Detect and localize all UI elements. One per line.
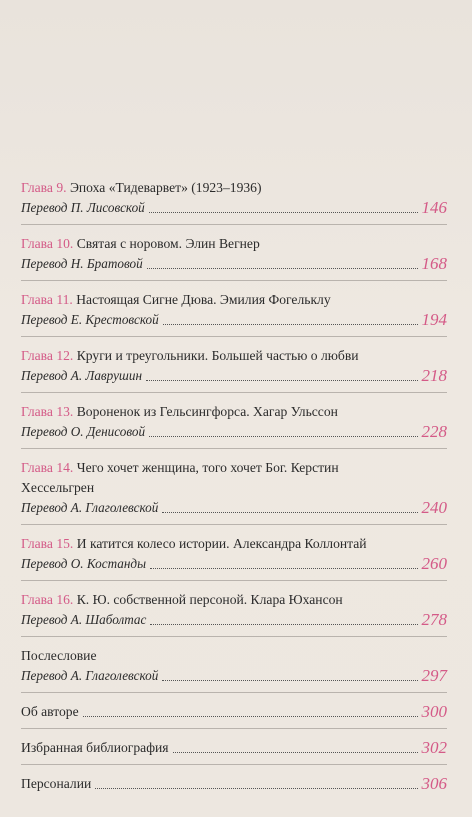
- page-number: 260: [421, 554, 447, 573]
- dot-leader: [147, 268, 418, 269]
- divider: [21, 448, 447, 449]
- chapter-title: Святая с норовом. Элин Вегнер: [76, 236, 260, 251]
- toc-entry-afterword[interactable]: [21, 646, 447, 686]
- translator: Перевод П. Лисовской: [21, 200, 145, 215]
- page-number: 300: [421, 702, 447, 721]
- dot-leader: [149, 436, 417, 437]
- page-number: 168: [421, 254, 447, 273]
- chapter-title: И катится колесо истории. Александра Коллонтай: [76, 536, 367, 551]
- page-number: 302: [421, 738, 447, 757]
- dot-leader: [150, 624, 417, 625]
- chapter-number: Глава 14.: [21, 460, 74, 475]
- divider: [21, 692, 447, 693]
- chapter-title: Настоящая Сигне Дюва. Эмилия Фогельклу: [76, 292, 331, 307]
- translator: Перевод Н. Братовой: [21, 256, 143, 271]
- chapter-title-continued: Хессельгрен: [21, 480, 95, 495]
- chapter-title: Круги и треугольники. Большей частью о любви: [76, 348, 359, 363]
- toc-entry-chapter-12[interactable]: [21, 346, 447, 386]
- page-number: 240: [421, 498, 447, 517]
- divider: [21, 580, 447, 581]
- dot-leader: [146, 380, 417, 381]
- dot-leader: [95, 788, 417, 789]
- toc-entry-chapter-13[interactable]: [21, 402, 447, 442]
- page-number: 278: [421, 610, 447, 629]
- toc-entry-chapter-15[interactable]: [21, 534, 447, 574]
- chapter-title: Эпоха «Тидеварвет» (1923–1936): [69, 180, 262, 195]
- page-number: 306: [421, 774, 447, 793]
- chapter-number: Глава 12.: [21, 348, 74, 363]
- toc-entry-chapter-16[interactable]: [21, 590, 447, 630]
- dot-leader: [163, 324, 418, 325]
- chapter-number: Глава 10.: [21, 236, 74, 251]
- page-number: 297: [421, 666, 447, 685]
- translator: Перевод О. Денисовой: [21, 424, 146, 439]
- entry-title: Избранная библиография: [21, 740, 169, 755]
- divider: [21, 764, 447, 765]
- translator: Перевод А. Глаголевской: [21, 500, 159, 515]
- dot-leader: [83, 716, 418, 717]
- dot-leader: [162, 680, 417, 681]
- divider: [21, 728, 447, 729]
- translator: Перевод А. Шаболтас: [21, 612, 147, 627]
- divider: [21, 524, 447, 525]
- chapter-title: К. Ю. собственной персоной. Клара Юхансон: [76, 592, 343, 607]
- table-of-contents: [21, 178, 447, 794]
- page-number: 146: [421, 198, 447, 217]
- dot-leader: [162, 512, 417, 513]
- chapter-number: Глава 11.: [21, 292, 73, 307]
- toc-entry-persons[interactable]: [21, 774, 447, 794]
- chapter-number: Глава 15.: [21, 536, 74, 551]
- divider: [21, 224, 447, 225]
- toc-entry-chapter-9[interactable]: [21, 178, 447, 218]
- dot-leader: [173, 752, 418, 753]
- chapter-title: Чего хочет женщина, того хочет Бог. Керстин: [76, 460, 339, 475]
- divider: [21, 336, 447, 337]
- toc-entry-chapter-14[interactable]: [21, 458, 447, 518]
- entry-title: Об авторе: [21, 704, 79, 719]
- page-number: 194: [421, 310, 447, 329]
- page-number: 228: [421, 422, 447, 441]
- divider: [21, 280, 447, 281]
- chapter-number: Глава 16.: [21, 592, 74, 607]
- translator: Перевод А. Лаврушин: [21, 368, 143, 383]
- divider: [21, 636, 447, 637]
- dot-leader: [149, 212, 418, 213]
- translator: Перевод О. Костанды: [21, 556, 147, 571]
- toc-entry-chapter-10[interactable]: [21, 234, 447, 274]
- toc-entry-about-author[interactable]: [21, 702, 447, 722]
- chapter-title: Вороненок из Гельсингфорса. Хагар Ульссон: [76, 404, 338, 419]
- translator: Перевод Е. Крестовской: [21, 312, 159, 327]
- dot-leader: [150, 568, 417, 569]
- toc-entry-chapter-11[interactable]: [21, 290, 447, 330]
- chapter-number: Глава 9.: [21, 180, 67, 195]
- entry-title: Персоналии: [21, 776, 92, 791]
- chapter-number: Глава 13.: [21, 404, 74, 419]
- divider: [21, 392, 447, 393]
- translator: Перевод А. Глаголевской: [21, 668, 159, 683]
- entry-title: Послесловие: [21, 648, 97, 663]
- toc-entry-bibliography[interactable]: [21, 738, 447, 758]
- page-number: 218: [421, 366, 447, 385]
